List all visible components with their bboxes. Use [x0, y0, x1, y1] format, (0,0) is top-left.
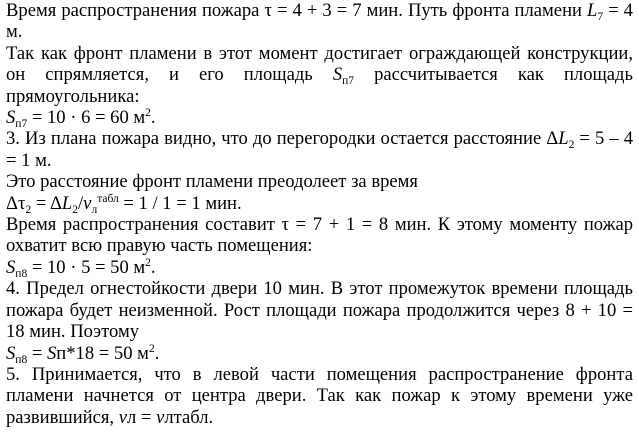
text: Время распространения пожара τ = 4 + 3 = 7 мин. Путь фронта пламени: [6, 0, 588, 21]
text: л =: [127, 406, 157, 428]
paragraph-front-straightens: [6, 43, 633, 107]
formula-sp8: [6, 257, 633, 278]
variable-v: v: [83, 192, 92, 214]
subscript: 2: [25, 203, 32, 216]
variable-S: S: [6, 342, 16, 364]
text: /: [78, 192, 84, 214]
formula-delta-tau: [6, 193, 633, 214]
text: .: [150, 107, 156, 129]
variable-v: v: [118, 406, 127, 428]
text: 3. Из плана пожара видно, что до перегородки остается расстояние Δ: [6, 128, 559, 150]
text: =: [27, 342, 47, 364]
text: лтабл.: [164, 406, 214, 428]
paragraph-total-time: [6, 214, 633, 257]
text: 4. Предел огнестойкости двери 10 мин. В этот промежуток времени площадь пожара будет неизменной. Рост площади пожара продолжится через 8 + 10 = 18 мин. Поэтому: [6, 278, 633, 343]
paragraph-fire-time: [6, 0, 633, 43]
variable-L: L: [558, 128, 569, 150]
subscript: 2: [72, 203, 78, 216]
formula-sp7: [6, 107, 633, 131]
text: = 4 м.: [6, 0, 633, 43]
paragraph-step-5: [6, 364, 633, 428]
text: Это расстояние фронт пламени преодолеет за время: [6, 171, 418, 193]
text: .: [154, 342, 160, 364]
text: = Δ: [31, 192, 62, 214]
subscript: 7: [597, 11, 604, 23]
text: = 1 / 1 = 1 мин.: [118, 192, 242, 214]
variable-S: S: [332, 64, 343, 86]
superscript: 2: [145, 256, 151, 269]
variable-S: S: [47, 342, 57, 364]
text: рассчитывается как площадь прямоугольника:: [6, 64, 634, 107]
subscript: л: [91, 203, 98, 216]
variable-L: L: [61, 192, 73, 214]
text: = 10 · 6 = 60 м: [27, 107, 146, 129]
subscript: 2: [568, 139, 575, 152]
variable-S: S: [6, 107, 16, 129]
variable-L: L: [587, 0, 598, 21]
superscript: табл: [97, 192, 119, 205]
paragraph-step-4: [6, 278, 633, 342]
paragraph-distance-time: [6, 171, 633, 192]
subscript: п7: [15, 118, 28, 131]
paragraph-step-3: [6, 128, 633, 171]
superscript: 2: [148, 342, 155, 355]
text: п*18 = 50 м: [56, 342, 149, 364]
text: = 5 – 4 = 1 м.: [6, 128, 633, 171]
variable-S: S: [6, 256, 16, 278]
superscript: 2: [145, 107, 151, 120]
variable-v: v: [156, 406, 165, 428]
subscript: п7: [342, 75, 355, 88]
text: 5. Принимается, что в левой части помещения распространение фронта пламени начнется от центра двери. Так как пожар к этому времени уже развившийся,: [6, 363, 633, 428]
text: Δτ: [6, 192, 26, 214]
formula-sp8-18: [6, 343, 633, 364]
text: Так как фронт пламени в этот момент достигает ограждающей конструкции, он спрямляется, и его площадь: [6, 42, 633, 86]
text: Время распространения составит τ = 7 + 1 = 8 мин. К этому моменту пожар охватит всю правую часть помещения:: [6, 214, 633, 257]
subscript: п8: [15, 353, 28, 366]
text: .: [150, 256, 156, 278]
text: = 10 · 5 = 50 м: [27, 256, 146, 278]
subscript: п8: [15, 267, 28, 280]
